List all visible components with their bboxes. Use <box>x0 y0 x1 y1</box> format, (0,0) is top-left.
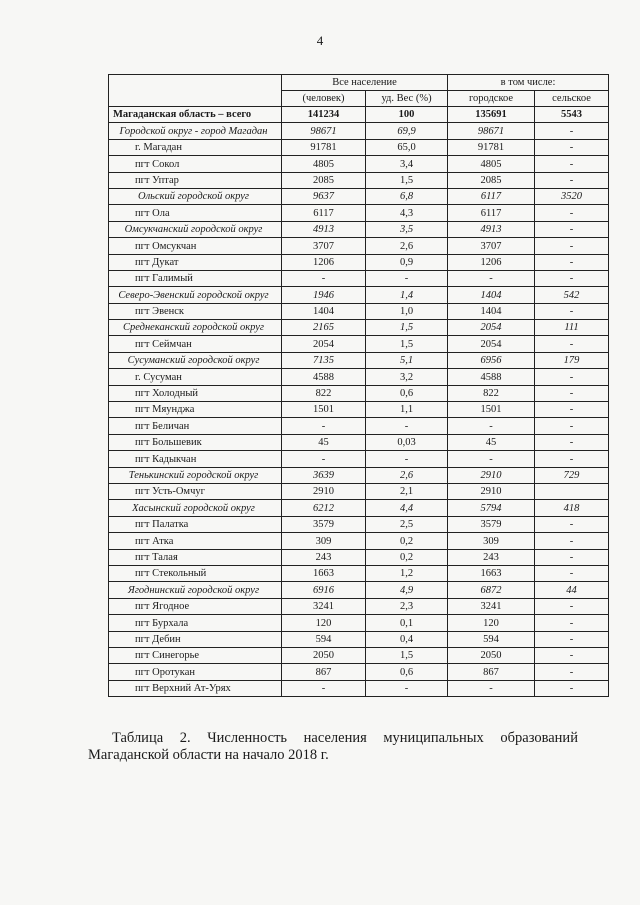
share-value: 2,5 <box>366 516 448 532</box>
caption-word: населения <box>303 730 367 746</box>
population-value: 1404 <box>282 303 366 319</box>
urban-value: 2085 <box>448 172 535 188</box>
share-value: 0,03 <box>366 434 448 450</box>
row-name: Ольский городской округ <box>109 188 282 204</box>
urban-value: 4913 <box>448 221 535 237</box>
caption-word: муниципальных <box>383 730 484 746</box>
row-name: пгт Дукат <box>109 254 282 270</box>
rural-value: - <box>535 451 609 467</box>
table-row <box>109 483 609 499</box>
row-name: Северо-Эвенский городской округ <box>109 287 282 303</box>
share-value: 0,6 <box>366 664 448 680</box>
urban-value: 1501 <box>448 402 535 418</box>
row-name: пгт Омсукчан <box>109 238 282 254</box>
population-value: 6916 <box>282 582 366 598</box>
table-row <box>109 205 609 221</box>
population-value: 3241 <box>282 598 366 614</box>
population-value: 2054 <box>282 336 366 352</box>
table-row <box>109 565 609 581</box>
share-value: 4,4 <box>366 500 448 516</box>
population-value: 2910 <box>282 483 366 499</box>
share-value: 100 <box>366 107 448 123</box>
population-value: 2085 <box>282 172 366 188</box>
row-name: пгт Мяунджа <box>109 402 282 418</box>
share-value: 4,9 <box>366 582 448 598</box>
row-name: пгт Атка <box>109 533 282 549</box>
row-name: Среднеканский городской округ <box>109 320 282 336</box>
population-value: 867 <box>282 664 366 680</box>
table-row <box>109 352 609 368</box>
rural-value: - <box>535 205 609 221</box>
population-value: 4913 <box>282 221 366 237</box>
rural-value: - <box>535 565 609 581</box>
urban-value: 2910 <box>448 467 535 483</box>
table-row <box>109 156 609 172</box>
population-value: - <box>282 418 366 434</box>
table-row <box>109 188 609 204</box>
urban-value: 6872 <box>448 582 535 598</box>
share-value: - <box>366 680 448 696</box>
row-name: пгт Холодный <box>109 385 282 401</box>
row-name: пгт Верхний Ат-Урях <box>109 680 282 696</box>
table-row <box>109 647 609 663</box>
table-row <box>109 287 609 303</box>
population-value: 1206 <box>282 254 366 270</box>
urban-value: 1404 <box>448 303 535 319</box>
table-row <box>109 123 609 139</box>
rural-value: - <box>535 156 609 172</box>
table-row <box>109 336 609 352</box>
population-value: 3707 <box>282 238 366 254</box>
population-value: 2050 <box>282 647 366 663</box>
share-value: 0,9 <box>366 254 448 270</box>
urban-value: 2054 <box>448 336 535 352</box>
rural-value: - <box>535 238 609 254</box>
urban-value: 1404 <box>448 287 535 303</box>
caption-line-1 <box>88 730 578 747</box>
rural-value: - <box>535 516 609 532</box>
table-row <box>109 402 609 418</box>
population-value: 98671 <box>282 123 366 139</box>
header-including: в том числе: <box>448 75 609 91</box>
population-value: 1946 <box>282 287 366 303</box>
population-value: 4588 <box>282 369 366 385</box>
share-value: 1,5 <box>366 647 448 663</box>
population-value: 120 <box>282 615 366 631</box>
table-row <box>109 467 609 483</box>
rural-value: - <box>535 434 609 450</box>
table-row <box>109 270 609 286</box>
row-name: пгт Усть-Омчуг <box>109 483 282 499</box>
table-row <box>109 598 609 614</box>
urban-value: 6117 <box>448 205 535 221</box>
population-value: 243 <box>282 549 366 565</box>
row-name: Омсукчанский городской округ <box>109 221 282 237</box>
caption-line-2: Магаданской области на начало 2018 г. <box>88 747 329 763</box>
urban-value: 309 <box>448 533 535 549</box>
population-value: 594 <box>282 631 366 647</box>
table-row <box>109 680 609 696</box>
share-value: 65,0 <box>366 139 448 155</box>
population-value: - <box>282 680 366 696</box>
row-name: пгт Ола <box>109 205 282 221</box>
population-value: - <box>282 451 366 467</box>
table-row <box>109 451 609 467</box>
rural-value: - <box>535 270 609 286</box>
share-value: 1,5 <box>366 320 448 336</box>
urban-value: 2050 <box>448 647 535 663</box>
table-header-row-1 <box>109 75 609 91</box>
share-value: 1,5 <box>366 172 448 188</box>
rural-value: - <box>535 631 609 647</box>
share-value: 0,2 <box>366 533 448 549</box>
urban-value: 594 <box>448 631 535 647</box>
row-name: пгт Уптар <box>109 172 282 188</box>
urban-value: 4805 <box>448 156 535 172</box>
header-urban: городское <box>448 91 535 107</box>
share-value: 2,1 <box>366 483 448 499</box>
table-row <box>109 369 609 385</box>
population-value: 822 <box>282 385 366 401</box>
urban-value: - <box>448 680 535 696</box>
rural-value: - <box>535 418 609 434</box>
share-value: 0,6 <box>366 385 448 401</box>
urban-value: 6956 <box>448 352 535 368</box>
row-name: пгт Сеймчан <box>109 336 282 352</box>
row-name: пгт Оротукан <box>109 664 282 680</box>
rural-value: - <box>535 533 609 549</box>
table-row <box>109 434 609 450</box>
share-value: 2,6 <box>366 467 448 483</box>
urban-value: 243 <box>448 549 535 565</box>
header-rural: сельское <box>535 91 609 107</box>
rural-value: - <box>535 647 609 663</box>
share-value: 6,8 <box>366 188 448 204</box>
population-value: 1501 <box>282 402 366 418</box>
rural-value <box>535 483 609 499</box>
population-value: 3639 <box>282 467 366 483</box>
rural-value: 5543 <box>535 107 609 123</box>
rural-value: 111 <box>535 320 609 336</box>
rural-value: 418 <box>535 500 609 516</box>
row-name: пгт Бурхала <box>109 615 282 631</box>
population-table <box>108 74 609 697</box>
table-row <box>109 254 609 270</box>
rural-value: - <box>535 664 609 680</box>
population-value: 45 <box>282 434 366 450</box>
share-value: - <box>366 451 448 467</box>
population-value: 4805 <box>282 156 366 172</box>
population-value: 3579 <box>282 516 366 532</box>
rural-value: - <box>535 221 609 237</box>
urban-value: 3707 <box>448 238 535 254</box>
table-row <box>109 238 609 254</box>
rural-value: - <box>535 172 609 188</box>
row-name: пгт Стекольный <box>109 565 282 581</box>
table-row <box>109 303 609 319</box>
rural-value: - <box>535 369 609 385</box>
row-name: пгт Палатка <box>109 516 282 532</box>
share-value: 2,3 <box>366 598 448 614</box>
population-value: 91781 <box>282 139 366 155</box>
header-people: (человек) <box>282 91 366 107</box>
share-value: 1,4 <box>366 287 448 303</box>
rural-value: 179 <box>535 352 609 368</box>
urban-value: 3241 <box>448 598 535 614</box>
row-name: г. Магадан <box>109 139 282 155</box>
rural-value: - <box>535 303 609 319</box>
population-value: 9637 <box>282 188 366 204</box>
rural-value: 729 <box>535 467 609 483</box>
urban-value: 822 <box>448 385 535 401</box>
share-value: 5,1 <box>366 352 448 368</box>
urban-value: 867 <box>448 664 535 680</box>
urban-value: - <box>448 418 535 434</box>
row-name: пгт Сокол <box>109 156 282 172</box>
population-value: - <box>282 270 366 286</box>
row-name: пгт Талая <box>109 549 282 565</box>
header-share: уд. Вес (%) <box>366 91 448 107</box>
rural-value: - <box>535 385 609 401</box>
urban-value: 98671 <box>448 123 535 139</box>
population-value: 141234 <box>282 107 366 123</box>
urban-value: 1206 <box>448 254 535 270</box>
row-name: Хасынский городской округ <box>109 500 282 516</box>
share-value: - <box>366 270 448 286</box>
urban-value: - <box>448 270 535 286</box>
population-value: 2165 <box>282 320 366 336</box>
urban-value: 135691 <box>448 107 535 123</box>
urban-value: 4588 <box>448 369 535 385</box>
population-value: 1663 <box>282 565 366 581</box>
table-row <box>109 221 609 237</box>
rural-value: 542 <box>535 287 609 303</box>
urban-value: 120 <box>448 615 535 631</box>
row-name: пгт Дебин <box>109 631 282 647</box>
urban-value: 2910 <box>448 483 535 499</box>
row-name: пгт Эвенск <box>109 303 282 319</box>
row-name: Городской округ - город Магадан <box>109 123 282 139</box>
table-row <box>109 172 609 188</box>
table-row <box>109 549 609 565</box>
urban-value: 91781 <box>448 139 535 155</box>
share-value: 4,3 <box>366 205 448 221</box>
urban-value: 3579 <box>448 516 535 532</box>
urban-value: 1663 <box>448 565 535 581</box>
row-name: Тенькинский городской округ <box>109 467 282 483</box>
table-row <box>109 664 609 680</box>
table-row <box>109 107 609 123</box>
rural-value: 3520 <box>535 188 609 204</box>
rural-value: - <box>535 680 609 696</box>
table-row <box>109 615 609 631</box>
header-blank-cell <box>109 75 282 107</box>
share-value: 0,1 <box>366 615 448 631</box>
caption-word: образований <box>500 730 578 746</box>
table-row <box>109 320 609 336</box>
share-value: 69,9 <box>366 123 448 139</box>
population-value: 7135 <box>282 352 366 368</box>
row-name: Сусуманский городской округ <box>109 352 282 368</box>
row-name: Магаданская область – всего <box>109 107 282 123</box>
row-name: пгт Большевик <box>109 434 282 450</box>
caption-word: Численность <box>207 730 288 746</box>
caption-word: 2. <box>179 730 191 746</box>
header-all-population: Все население <box>282 75 448 91</box>
row-name: г. Сусуман <box>109 369 282 385</box>
table-row <box>109 139 609 155</box>
table-row <box>109 418 609 434</box>
share-value: - <box>366 418 448 434</box>
share-value: 2,6 <box>366 238 448 254</box>
table-caption <box>88 730 578 764</box>
urban-value: 45 <box>448 434 535 450</box>
rural-value: - <box>535 615 609 631</box>
row-name: Ягоднинский городской округ <box>109 582 282 598</box>
table-row <box>109 516 609 532</box>
rural-value: 44 <box>535 582 609 598</box>
rural-value: - <box>535 254 609 270</box>
table-row <box>109 385 609 401</box>
row-name: пгт Галимый <box>109 270 282 286</box>
rural-value: - <box>535 549 609 565</box>
share-value: 1,0 <box>366 303 448 319</box>
table-row <box>109 533 609 549</box>
population-value: 309 <box>282 533 366 549</box>
share-value: 3,5 <box>366 221 448 237</box>
rural-value: - <box>535 139 609 155</box>
row-name: пгт Кадыкчан <box>109 451 282 467</box>
row-name: пгт Синегорье <box>109 647 282 663</box>
population-value: 6117 <box>282 205 366 221</box>
table-row <box>109 582 609 598</box>
rural-value: - <box>535 402 609 418</box>
rural-value: - <box>535 336 609 352</box>
population-value: 6212 <box>282 500 366 516</box>
share-value: 0,4 <box>366 631 448 647</box>
share-value: 1,5 <box>366 336 448 352</box>
share-value: 3,2 <box>366 369 448 385</box>
share-value: 3,4 <box>366 156 448 172</box>
row-name: пгт Ягодное <box>109 598 282 614</box>
page-number: 4 <box>316 33 324 48</box>
table-row <box>109 631 609 647</box>
urban-value: 6117 <box>448 188 535 204</box>
urban-value: 5794 <box>448 500 535 516</box>
urban-value: 2054 <box>448 320 535 336</box>
caption-word: Таблица <box>112 730 164 746</box>
share-value: 1,2 <box>366 565 448 581</box>
urban-value: - <box>448 451 535 467</box>
share-value: 0,2 <box>366 549 448 565</box>
rural-value: - <box>535 123 609 139</box>
table-row <box>109 500 609 516</box>
rural-value: - <box>535 598 609 614</box>
share-value: 1,1 <box>366 402 448 418</box>
row-name: пгт Беличан <box>109 418 282 434</box>
